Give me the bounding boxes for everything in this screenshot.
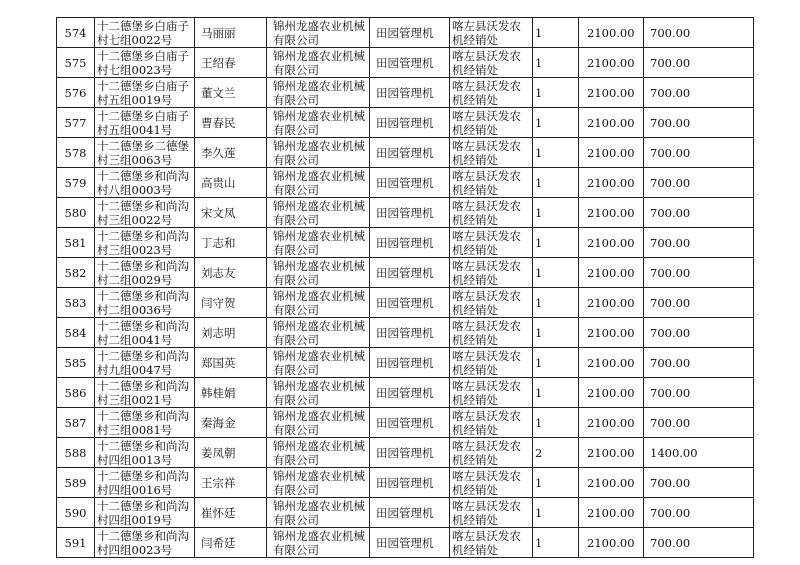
unit-price-cell: 2100.00 xyxy=(579,378,644,408)
quantity-cell: 1 xyxy=(533,228,579,258)
farmer-name-cell: 李久莲 xyxy=(195,138,267,168)
quantity-cell: 1 xyxy=(533,528,579,558)
subsidy-amount-cell: 700.00 xyxy=(644,528,754,558)
address-cell: 十二德堡乡和尚沟村三组0023号 xyxy=(95,228,195,258)
quantity-cell: 1 xyxy=(533,78,579,108)
dealer-cell: 喀左县沃发农机经销处 xyxy=(450,348,533,378)
unit-price-cell: 2100.00 xyxy=(579,348,644,378)
manufacturer-cell: 锦州龙盛农业机械有限公司 xyxy=(267,258,370,288)
subsidy-amount-cell: 700.00 xyxy=(644,78,754,108)
quantity-cell: 1 xyxy=(533,498,579,528)
machine-type-cell: 田园管理机 xyxy=(370,288,450,318)
quantity-cell: 1 xyxy=(533,318,579,348)
machine-type-cell: 田园管理机 xyxy=(370,258,450,288)
machine-type-cell: 田园管理机 xyxy=(370,48,450,78)
row-number-cell: 576 xyxy=(57,78,95,108)
quantity-cell: 1 xyxy=(533,468,579,498)
quantity-cell: 1 xyxy=(533,48,579,78)
address-cell: 十二德堡乡和尚沟村三组0021号 xyxy=(95,378,195,408)
machine-type-cell: 田园管理机 xyxy=(370,468,450,498)
manufacturer-cell: 锦州龙盛农业机械有限公司 xyxy=(267,468,370,498)
unit-price-cell: 2100.00 xyxy=(579,78,644,108)
manufacturer-cell: 锦州龙盛农业机械有限公司 xyxy=(267,48,370,78)
quantity-cell: 1 xyxy=(533,138,579,168)
dealer-cell: 喀左县沃发农机经销处 xyxy=(450,108,533,138)
unit-price-cell: 2100.00 xyxy=(579,408,644,438)
address-cell: 十二德堡乡和尚沟村三组0022号 xyxy=(95,198,195,228)
subsidy-amount-cell: 700.00 xyxy=(644,258,754,288)
unit-price-cell: 2100.00 xyxy=(579,18,644,48)
machine-type-cell: 田园管理机 xyxy=(370,528,450,558)
machine-type-cell: 田园管理机 xyxy=(370,198,450,228)
quantity-cell: 1 xyxy=(533,18,579,48)
table-row xyxy=(57,468,754,498)
quantity-cell: 1 xyxy=(533,408,579,438)
manufacturer-cell: 锦州龙盛农业机械有限公司 xyxy=(267,138,370,168)
farmer-name-cell: 董文兰 xyxy=(195,78,267,108)
table-row xyxy=(57,258,754,288)
quantity-cell: 1 xyxy=(533,198,579,228)
address-cell: 十二德堡乡白庙子村五组0019号 xyxy=(95,78,195,108)
dealer-cell: 喀左县沃发农机经销处 xyxy=(450,528,533,558)
unit-price-cell: 2100.00 xyxy=(579,288,644,318)
manufacturer-cell: 锦州龙盛农业机械有限公司 xyxy=(267,288,370,318)
subsidy-amount-cell: 700.00 xyxy=(644,168,754,198)
dealer-cell: 喀左县沃发农机经销处 xyxy=(450,498,533,528)
address-cell: 十二德堡乡和尚沟村二组0041号 xyxy=(95,318,195,348)
manufacturer-cell: 锦州龙盛农业机械有限公司 xyxy=(267,198,370,228)
machine-type-cell: 田园管理机 xyxy=(370,228,450,258)
unit-price-cell: 2100.00 xyxy=(579,468,644,498)
dealer-cell: 喀左县沃发农机经销处 xyxy=(450,288,533,318)
farmer-name-cell: 宋文凤 xyxy=(195,198,267,228)
manufacturer-cell: 锦州龙盛农业机械有限公司 xyxy=(267,378,370,408)
farmer-name-cell: 闫希廷 xyxy=(195,528,267,558)
manufacturer-cell: 锦州龙盛农业机械有限公司 xyxy=(267,348,370,378)
row-number-cell: 580 xyxy=(57,198,95,228)
farmer-name-cell: 王绍春 xyxy=(195,48,267,78)
address-cell: 十二德堡乡白庙子村七组0023号 xyxy=(95,48,195,78)
address-cell: 十二德堡乡和尚沟村九组0047号 xyxy=(95,348,195,378)
dealer-cell: 喀左县沃发农机经销处 xyxy=(450,318,533,348)
address-cell: 十二德堡乡和尚沟村四组0016号 xyxy=(95,468,195,498)
manufacturer-cell: 锦州龙盛农业机械有限公司 xyxy=(267,18,370,48)
manufacturer-cell: 锦州龙盛农业机械有限公司 xyxy=(267,498,370,528)
manufacturer-cell: 锦州龙盛农业机械有限公司 xyxy=(267,78,370,108)
farmer-name-cell: 闫守贺 xyxy=(195,288,267,318)
table-row xyxy=(57,318,754,348)
subsidy-amount-cell: 700.00 xyxy=(644,318,754,348)
dealer-cell: 喀左县沃发农机经销处 xyxy=(450,138,533,168)
row-number-cell: 583 xyxy=(57,288,95,318)
table-row xyxy=(57,198,754,228)
address-cell: 十二德堡乡和尚沟村四组0013号 xyxy=(95,438,195,468)
machine-type-cell: 田园管理机 xyxy=(370,438,450,468)
quantity-cell: 1 xyxy=(533,288,579,318)
table-row xyxy=(57,78,754,108)
unit-price-cell: 2100.00 xyxy=(579,198,644,228)
address-cell: 十二德堡乡和尚沟村四组0023号 xyxy=(95,528,195,558)
unit-price-cell: 2100.00 xyxy=(579,228,644,258)
manufacturer-cell: 锦州龙盛农业机械有限公司 xyxy=(267,168,370,198)
row-number-cell: 581 xyxy=(57,228,95,258)
quantity-cell: 1 xyxy=(533,258,579,288)
address-cell: 十二德堡乡白庙子村七组0022号 xyxy=(95,18,195,48)
row-number-cell: 584 xyxy=(57,318,95,348)
table-row xyxy=(57,438,754,468)
address-cell: 十二德堡乡二德堡村三组0063号 xyxy=(95,138,195,168)
subsidy-amount-cell: 700.00 xyxy=(644,198,754,228)
farmer-name-cell: 王宗祥 xyxy=(195,468,267,498)
unit-price-cell: 2100.00 xyxy=(579,528,644,558)
farmer-name-cell: 崔怀廷 xyxy=(195,498,267,528)
quantity-cell: 1 xyxy=(533,378,579,408)
subsidy-amount-cell: 700.00 xyxy=(644,108,754,138)
machine-type-cell: 田园管理机 xyxy=(370,168,450,198)
address-cell: 十二德堡乡和尚沟村八组0003号 xyxy=(95,168,195,198)
table-row xyxy=(57,528,754,558)
machine-type-cell: 田园管理机 xyxy=(370,498,450,528)
machine-type-cell: 田园管理机 xyxy=(370,408,450,438)
subsidy-amount-cell: 700.00 xyxy=(644,288,754,318)
subsidy-amount-cell: 700.00 xyxy=(644,228,754,258)
row-number-cell: 578 xyxy=(57,138,95,168)
dealer-cell: 喀左县沃发农机经销处 xyxy=(450,438,533,468)
subsidy-amount-cell: 700.00 xyxy=(644,408,754,438)
row-number-cell: 575 xyxy=(57,48,95,78)
unit-price-cell: 2100.00 xyxy=(579,48,644,78)
subsidy-amount-cell: 1400.00 xyxy=(644,438,754,468)
quantity-cell: 1 xyxy=(533,108,579,138)
farmer-name-cell: 郑国英 xyxy=(195,348,267,378)
subsidy-amount-cell: 700.00 xyxy=(644,348,754,378)
machine-type-cell: 田园管理机 xyxy=(370,138,450,168)
dealer-cell: 喀左县沃发农机经销处 xyxy=(450,468,533,498)
machine-type-cell: 田园管理机 xyxy=(370,18,450,48)
dealer-cell: 喀左县沃发农机经销处 xyxy=(450,78,533,108)
address-cell: 十二德堡乡和尚沟村二组0036号 xyxy=(95,288,195,318)
row-number-cell: 591 xyxy=(57,528,95,558)
machine-type-cell: 田园管理机 xyxy=(370,348,450,378)
table-row xyxy=(57,18,754,48)
subsidy-amount-cell: 700.00 xyxy=(644,138,754,168)
quantity-cell: 1 xyxy=(533,348,579,378)
farmer-name-cell: 刘志明 xyxy=(195,318,267,348)
subsidy-amount-cell: 700.00 xyxy=(644,18,754,48)
dealer-cell: 喀左县沃发农机经销处 xyxy=(450,48,533,78)
quantity-cell: 1 xyxy=(533,168,579,198)
table-row xyxy=(57,378,754,408)
unit-price-cell: 2100.00 xyxy=(579,138,644,168)
dealer-cell: 喀左县沃发农机经销处 xyxy=(450,408,533,438)
subsidy-amount-cell: 700.00 xyxy=(644,378,754,408)
manufacturer-cell: 锦州龙盛农业机械有限公司 xyxy=(267,528,370,558)
unit-price-cell: 2100.00 xyxy=(579,258,644,288)
quantity-cell: 2 xyxy=(533,438,579,468)
table-row xyxy=(57,228,754,258)
manufacturer-cell: 锦州龙盛农业机械有限公司 xyxy=(267,438,370,468)
dealer-cell: 喀左县沃发农机经销处 xyxy=(450,378,533,408)
row-number-cell: 589 xyxy=(57,468,95,498)
machine-type-cell: 田园管理机 xyxy=(370,318,450,348)
subsidy-amount-cell: 700.00 xyxy=(644,468,754,498)
row-number-cell: 574 xyxy=(57,18,95,48)
farmer-name-cell: 丁志和 xyxy=(195,228,267,258)
unit-price-cell: 2100.00 xyxy=(579,438,644,468)
manufacturer-cell: 锦州龙盛农业机械有限公司 xyxy=(267,318,370,348)
farmer-name-cell: 姜凤朝 xyxy=(195,438,267,468)
farmer-name-cell: 曹春民 xyxy=(195,108,267,138)
table-row xyxy=(57,108,754,138)
table-row xyxy=(57,408,754,438)
table-body xyxy=(57,18,754,558)
unit-price-cell: 2100.00 xyxy=(579,168,644,198)
row-number-cell: 587 xyxy=(57,408,95,438)
table-row xyxy=(57,48,754,78)
row-number-cell: 577 xyxy=(57,108,95,138)
table-row xyxy=(57,168,754,198)
table-row xyxy=(57,348,754,378)
unit-price-cell: 2100.00 xyxy=(579,318,644,348)
address-cell: 十二德堡乡白庙子村五组0041号 xyxy=(95,108,195,138)
row-number-cell: 586 xyxy=(57,378,95,408)
manufacturer-cell: 锦州龙盛农业机械有限公司 xyxy=(267,108,370,138)
farmer-name-cell: 马丽丽 xyxy=(195,18,267,48)
address-cell: 十二德堡乡和尚沟村二组0029号 xyxy=(95,258,195,288)
unit-price-cell: 2100.00 xyxy=(579,498,644,528)
row-number-cell: 582 xyxy=(57,258,95,288)
row-number-cell: 585 xyxy=(57,348,95,378)
machine-type-cell: 田园管理机 xyxy=(370,78,450,108)
dealer-cell: 喀左县沃发农机经销处 xyxy=(450,18,533,48)
unit-price-cell: 2100.00 xyxy=(579,108,644,138)
subsidy-amount-cell: 700.00 xyxy=(644,48,754,78)
manufacturer-cell: 锦州龙盛农业机械有限公司 xyxy=(267,408,370,438)
dealer-cell: 喀左县沃发农机经销处 xyxy=(450,258,533,288)
dealer-cell: 喀左县沃发农机经销处 xyxy=(450,168,533,198)
row-number-cell: 590 xyxy=(57,498,95,528)
table-row xyxy=(57,288,754,318)
farmer-name-cell: 高贵山 xyxy=(195,168,267,198)
row-number-cell: 579 xyxy=(57,168,95,198)
subsidy-table xyxy=(56,17,754,558)
farmer-name-cell: 秦海金 xyxy=(195,408,267,438)
subsidy-amount-cell: 700.00 xyxy=(644,498,754,528)
farmer-name-cell: 韩桂娟 xyxy=(195,378,267,408)
machine-type-cell: 田园管理机 xyxy=(370,378,450,408)
row-number-cell: 588 xyxy=(57,438,95,468)
machine-type-cell: 田园管理机 xyxy=(370,108,450,138)
address-cell: 十二德堡乡和尚沟村四组0019号 xyxy=(95,498,195,528)
dealer-cell: 喀左县沃发农机经销处 xyxy=(450,198,533,228)
farmer-name-cell: 刘志友 xyxy=(195,258,267,288)
table-row xyxy=(57,498,754,528)
address-cell: 十二德堡乡和尚沟村三组0081号 xyxy=(95,408,195,438)
manufacturer-cell: 锦州龙盛农业机械有限公司 xyxy=(267,228,370,258)
dealer-cell: 喀左县沃发农机经销处 xyxy=(450,228,533,258)
table-row xyxy=(57,138,754,168)
